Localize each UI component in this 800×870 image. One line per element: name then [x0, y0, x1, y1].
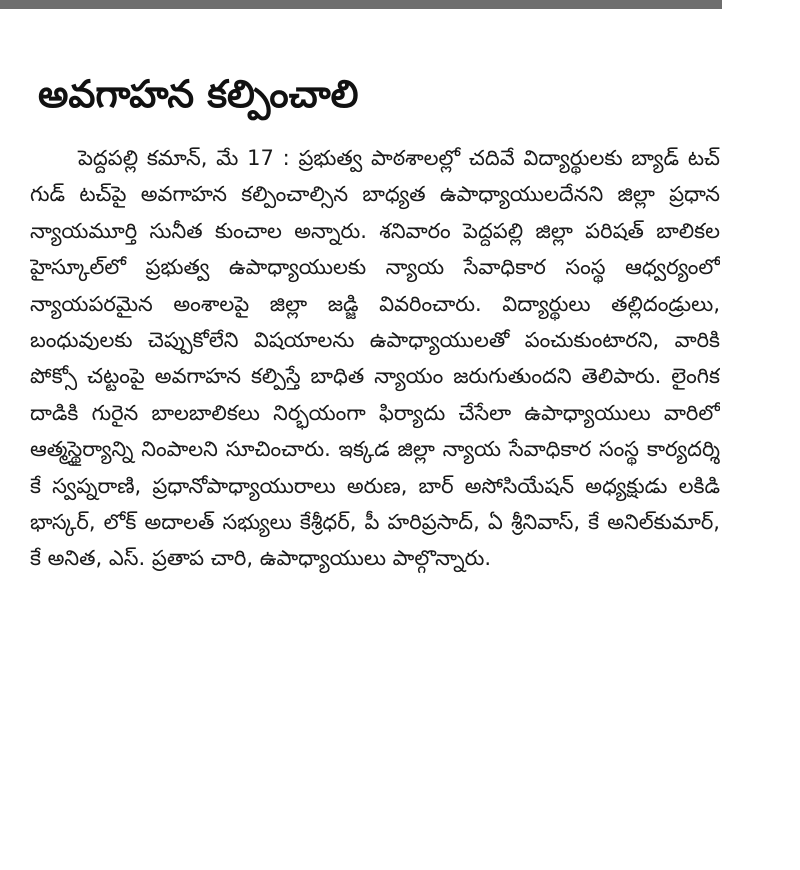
article-headline: అవగాహన కల్పించాలి — [38, 72, 359, 116]
news-article — [30, 70, 720, 860]
top-border-bar — [0, 0, 722, 9]
article-body: పెద్దపల్లి కమాన్, మే 17 : ప్రభుత్వ పాఠశాలల్లో చదివే విద్యార్థులకు బ్యాడ్ టచ్ గుడ్ టచ్‌పై అవగాహన కల్పించాల్సిన బాధ్యత ఉపాధ్యాయులదేనని జిల్లా ప్రధాన న్యాయమూర్తి సునీత కుంచాల అన్నారు. శనివారం పెద్దపల్లి జిల్లా పరిషత్ బాలికల హైస్కూల్‌లో ప్రభుత్వ ఉపాధ్యాయులకు న్యాయ సేవాధికార సంస్థ ఆధ్వర్యంలో న్యాయపరమైన అంశాలపై జిల్లా జడ్జి వివరించారు. విద్యార్థులు తల్లిదండ్రులు, బంధువులకు చెప్పుకోలేని విషయాలను ఉపాధ్యాయులతో పంచుకుంటారని, వారికి పోక్సో చట్టంపై అవగాహన కల్పిస్తే బాధిత న్యాయం జరుగుతుందని తెలిపారు. లైంగిక దాడికి గురైన బాలబాలికలు నిర్భయంగా ఫిర్యాదు చేసేలా ఉపాధ్యాయులు వారిలో ఆత్మస్థైర్యాన్ని నింపాలని సూచించారు. ఇక్కడ జిల్లా న్యాయ సేవాధికార సంస్థ కార్యదర్శి కే స్వప్నరాణి, ప్రధానోపాధ్యాయురాలు అరుణ, బార్ అసోసియేషన్ అధ్యక్షుడు లకిడి భాస్కర్, లోక్ అదాలత్ సభ్యులు కేశ్రీధర్, పీ హరిప్రసాద్, ఏ శ్రీనివాస్, కే అనిల్‌కుమార్, కే అనిత, ఎస్. ప్రతాప చారి, ఉపాధ్యాయులు పాల్గొన్నారు. — [30, 146, 720, 571]
page-margin — [722, 0, 800, 870]
